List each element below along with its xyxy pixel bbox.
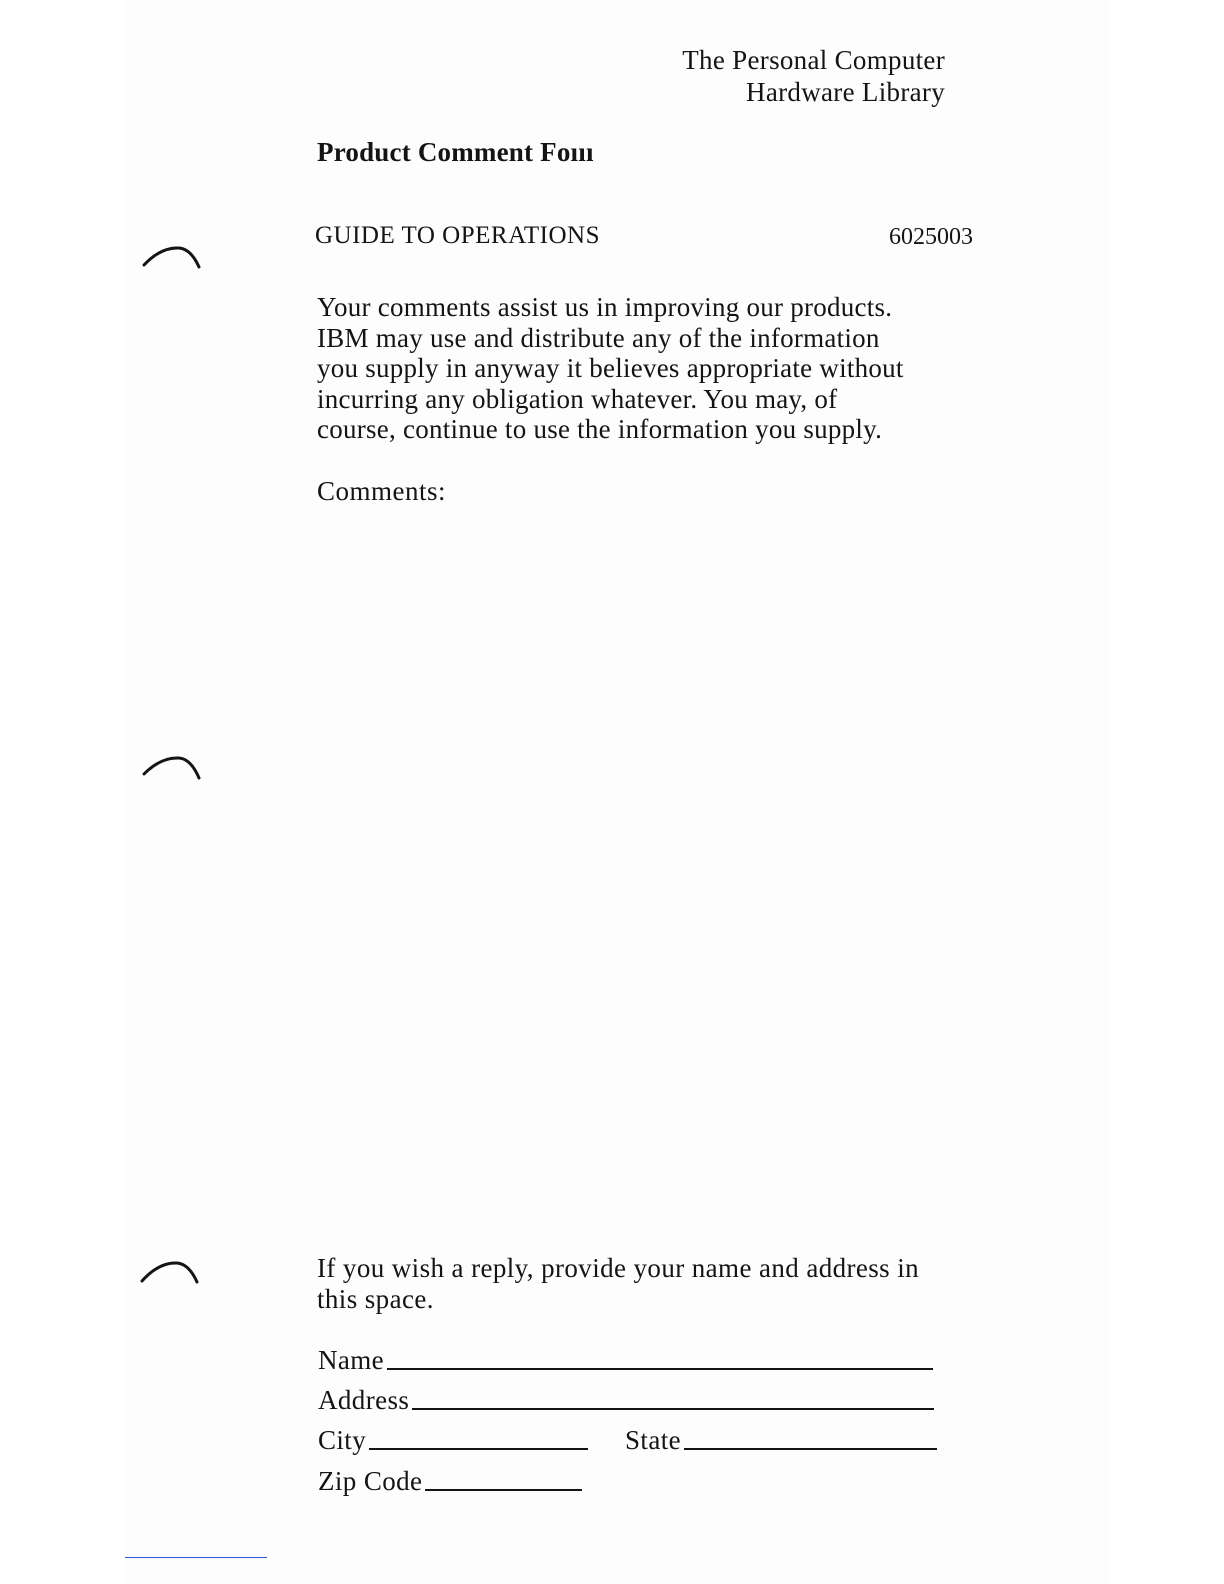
zip-code-blank-line[interactable] — [425, 1489, 582, 1491]
address-field[interactable] — [318, 1382, 934, 1416]
library-heading — [682, 44, 945, 108]
state-blank-line[interactable] — [684, 1448, 937, 1450]
intro-line: IBM may use and distribute any of the information — [317, 322, 880, 353]
publication-title: GUIDE TO OPERATIONS — [315, 222, 600, 249]
city-field[interactable] — [318, 1422, 588, 1456]
address-label: Address — [318, 1385, 410, 1415]
zip-code-field[interactable] — [318, 1463, 582, 1497]
library-line-1: The Personal Computer — [682, 45, 945, 75]
state-field[interactable] — [625, 1422, 937, 1456]
city-blank-line[interactable] — [369, 1448, 588, 1450]
punch-hole-mark-middle — [141, 753, 203, 783]
publication-number: 6025003 — [889, 224, 973, 250]
name-blank-line[interactable] — [387, 1368, 933, 1370]
intro-paragraph — [317, 292, 957, 445]
comments-label: Comments: — [317, 476, 447, 506]
reply-line: If you wish a reply, provide your name and address in — [317, 1253, 920, 1283]
footer-rule — [125, 1557, 267, 1558]
city-label: City — [318, 1425, 367, 1455]
form-title: Product Comment Foııı — [317, 137, 594, 167]
address-blank-line[interactable] — [412, 1408, 934, 1410]
intro-line: Your comments assist us in improving our products. — [317, 292, 893, 322]
intro-line: incurring any obligation whatever. You may, of — [317, 383, 838, 414]
zip-code-label: Zip Code — [318, 1466, 423, 1496]
library-line-2: Hardware Library — [746, 77, 945, 107]
intro-line: you supply in anyway it believes appropriate without — [317, 353, 904, 383]
punch-hole-mark-top — [141, 243, 203, 273]
name-label: Name — [318, 1345, 385, 1375]
state-label: State — [625, 1425, 681, 1455]
intro-line: course, continue to use the information you supply. — [317, 414, 883, 444]
name-field[interactable] — [318, 1342, 933, 1376]
punch-hole-mark-bottom — [139, 1257, 201, 1287]
reply-instructions — [317, 1253, 957, 1315]
reply-line: this space. — [317, 1284, 434, 1314]
